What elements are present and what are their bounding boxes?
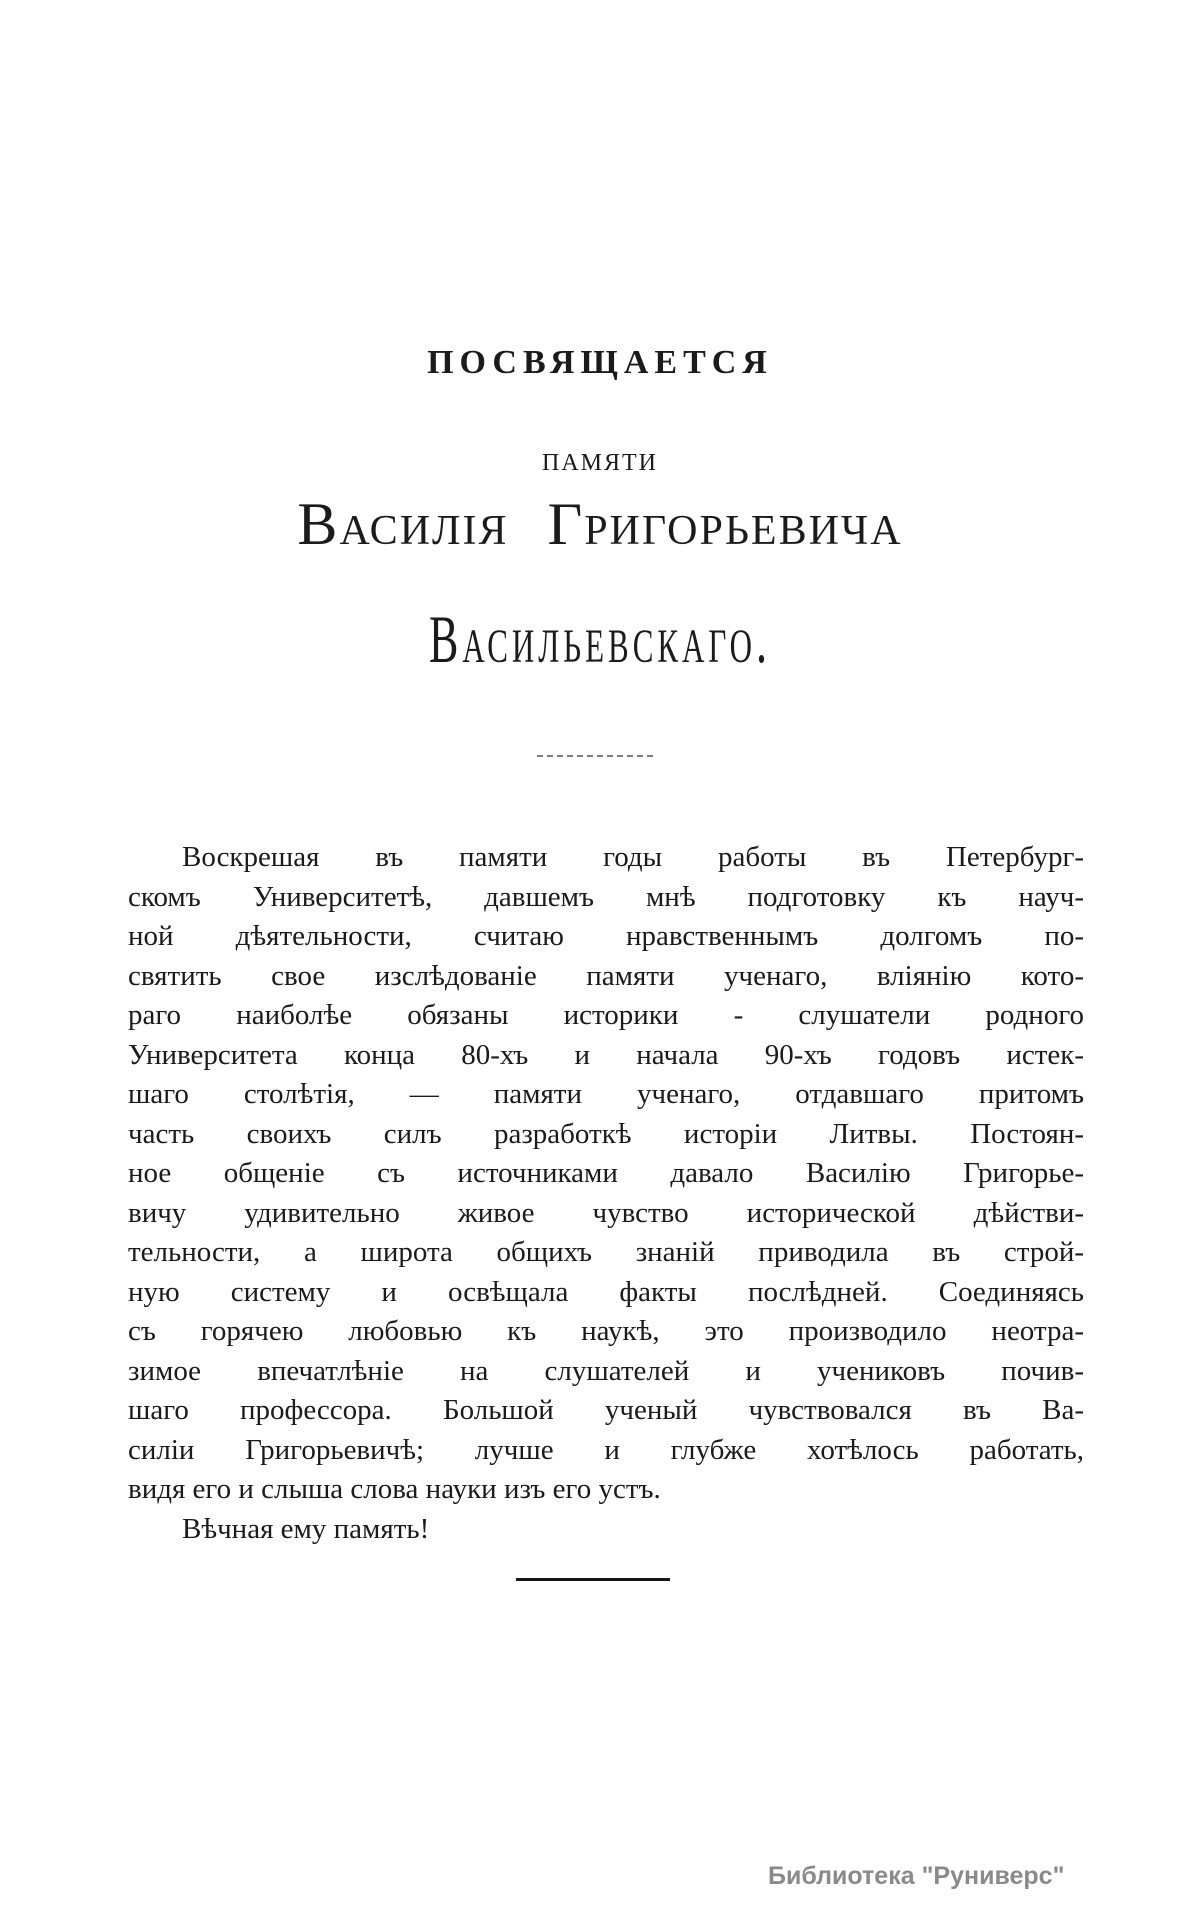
paragraph-line: скомъ Университетѣ, давшемъ мнѣ подготовку къ науч-: [128, 880, 1084, 913]
paragraph-line: часть своихъ силъ разработкѣ исторіи Литвы. Постоян-: [128, 1117, 1084, 1150]
paragraph-line: святить свое изслѣдованіе памяти ученаго, вліянію кото-: [128, 959, 1084, 992]
dashed-divider: [537, 755, 653, 757]
dedication-surname-row: [0, 600, 1200, 678]
paragraph-line: вичу удивительно живое чувство исторической дѣйстви-: [128, 1196, 1084, 1229]
paragraph-line: шаго столѣтія, — памяти ученаго, отдавшаго притомъ: [128, 1078, 1084, 1110]
paragraph-line: съ горячею любовью къ наукѣ, это производило неотра-: [128, 1315, 1084, 1347]
paragraph-line: ное общеніе съ источниками давало Василію Григорье-: [128, 1157, 1084, 1189]
paragraph-line: ную систему и освѣщала факты послѣдней. Соединяясь: [128, 1275, 1084, 1308]
dedication-memory-label: ПАМЯТИ: [541, 450, 658, 476]
end-rule: [516, 1578, 670, 1581]
dedication-name: Василія Григорьевича: [297, 491, 903, 557]
dedication-surname: Васильевскаго.: [429, 601, 771, 678]
paragraph-line: Вѣчная ему память!: [182, 1512, 430, 1545]
paragraph-line: ной дѣятельности, считаю нравственнымъ долгомъ по-: [128, 920, 1084, 952]
paragraph-line: шаго профессора. Большой ученый чувствовался въ Ва-: [128, 1394, 1084, 1426]
paragraph-line: раго наиболѣе обязаны историки - слушатели родного: [128, 999, 1084, 1031]
dedication-paragraph: [128, 838, 1084, 1549]
library-watermark: Библиотека "Руниверс": [768, 1862, 1065, 1890]
paragraph-line: Воскрешая въ памяти годы работы въ Петербург-: [182, 841, 1084, 873]
paragraph-line: Университета конца 80-хъ и начала 90-хъ годовъ истек-: [128, 1038, 1084, 1071]
paragraph-line: силіи Григорьевичѣ; лучше и глубже хотѣлось работать,: [128, 1433, 1084, 1466]
paragraph-line: тельности, а широта общихъ знаній приводила въ строй-: [128, 1236, 1084, 1268]
paragraph-line: видя его и слыша слова науки изъ его устъ.: [128, 1473, 661, 1505]
paragraph-line: зимое впечатлѣніе на слушателей и учениковъ почив-: [128, 1354, 1084, 1387]
dedication-title: ПОСВЯЩАЕТСЯ: [427, 344, 773, 381]
